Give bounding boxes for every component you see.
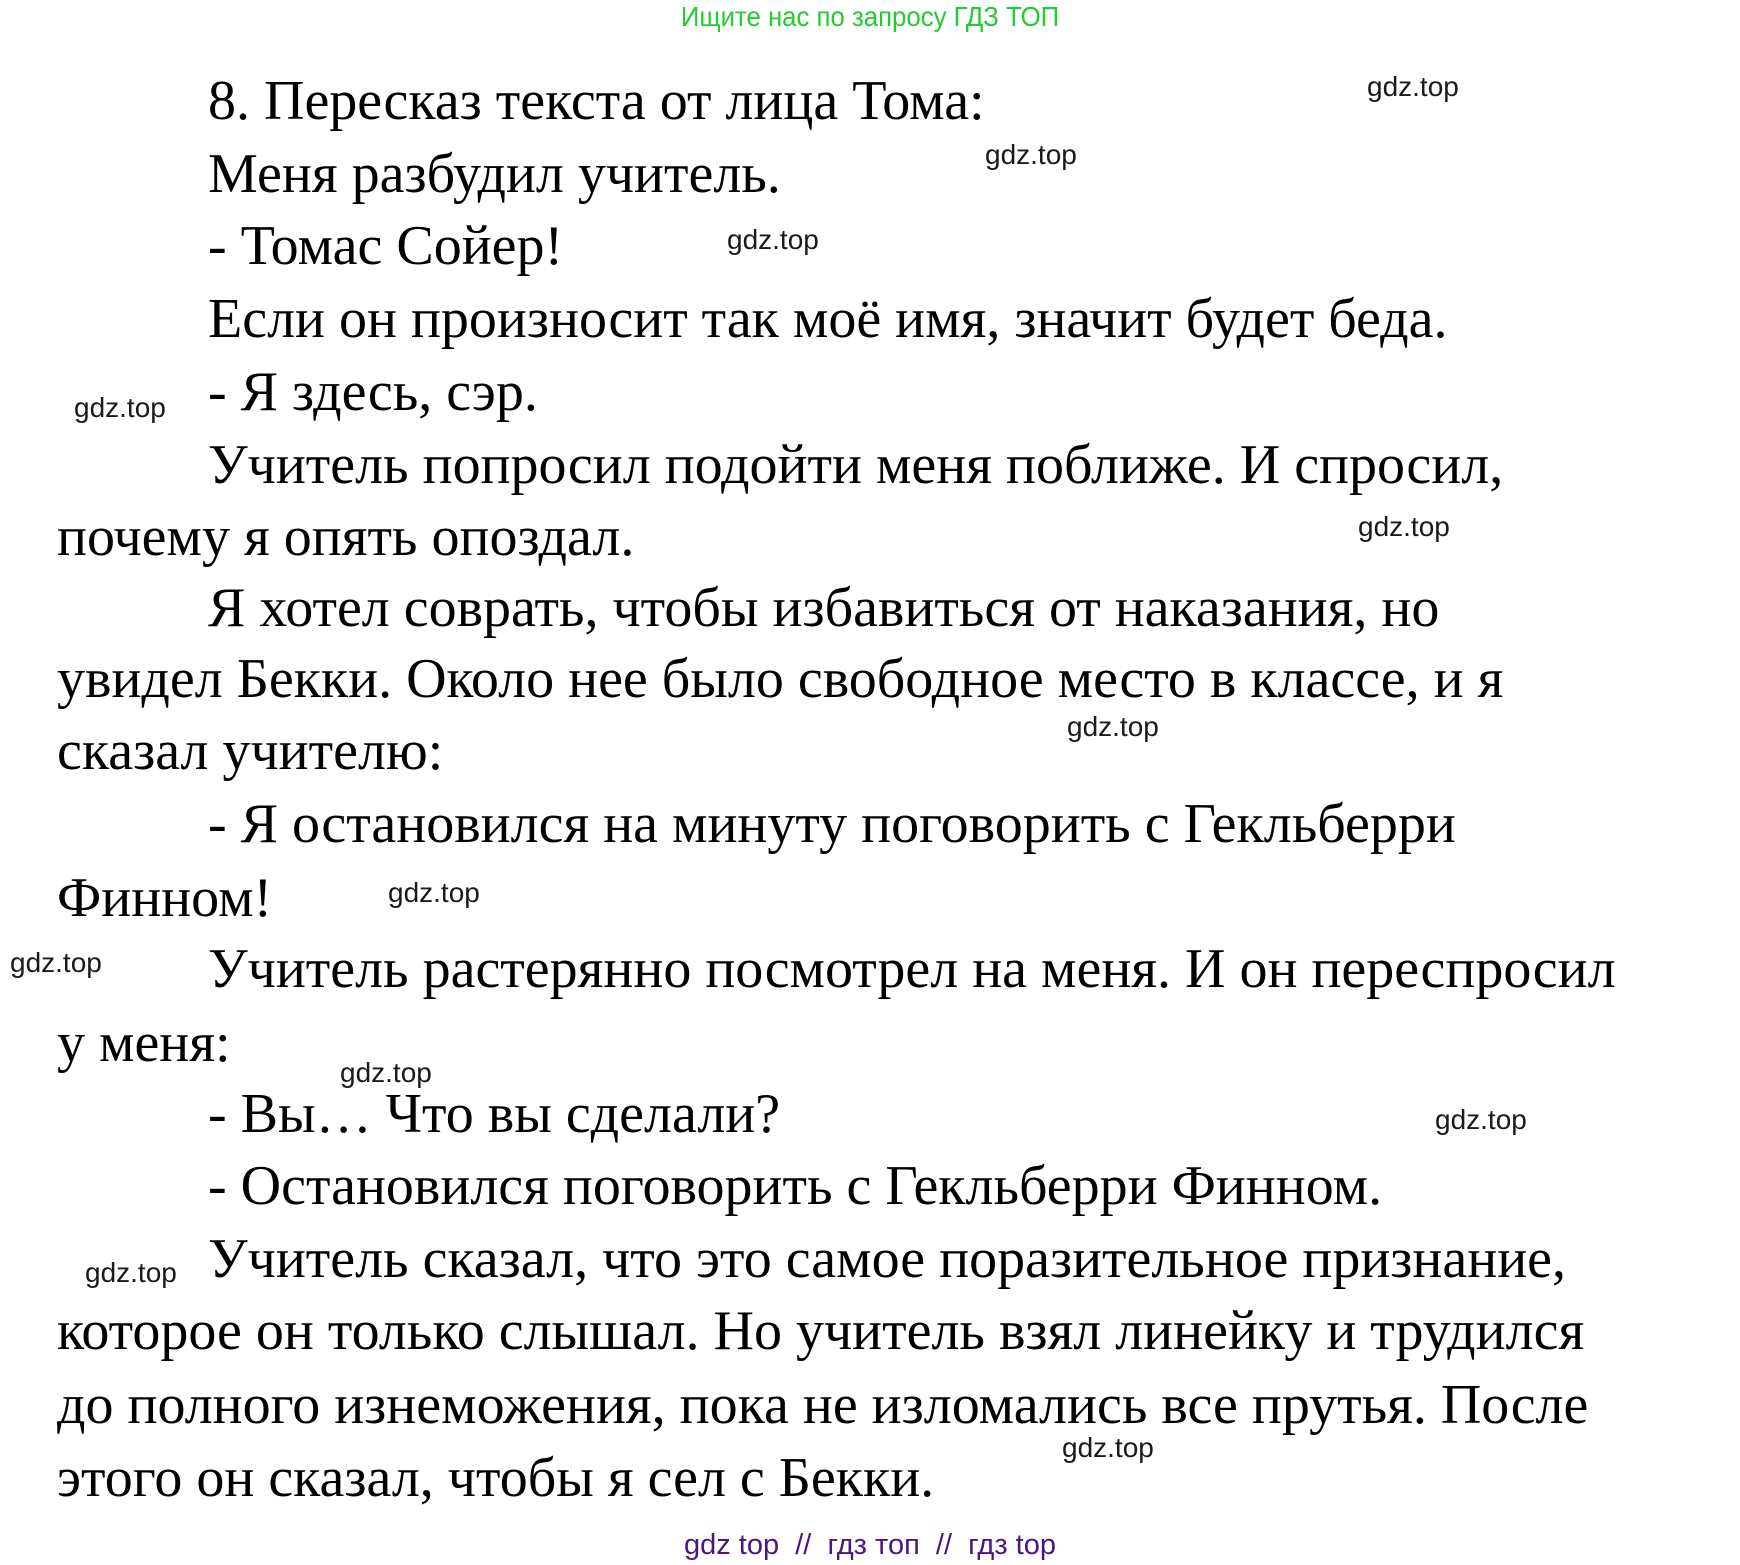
- paragraph-line: увидел Бекки. Около нее было свободное место в классе, и я: [57, 648, 1504, 710]
- watermark: gdz.top: [340, 1057, 432, 1088]
- dialogue-line: - Вы… Что вы сделали?: [208, 1083, 781, 1145]
- paragraph-line: Учитель попросил подойти меня поближе. И спросил,: [208, 434, 1504, 496]
- task-title: 8. Пересказ текста от лица Тома:: [208, 70, 985, 132]
- paragraph-line: которое он только слышал. Но учитель взял линейку и трудился: [57, 1300, 1585, 1362]
- paragraph-line: сказал учителю:: [57, 720, 444, 782]
- watermark: gdz.top: [10, 947, 102, 978]
- dialogue-line: - Томас Сойер!: [208, 215, 564, 277]
- paragraph-line: Я хотел соврать, чтобы избавиться от наказания, но: [208, 577, 1440, 639]
- paragraph-line: Если он произносит так моё имя, значит будет беда.: [208, 288, 1448, 350]
- search-hint-banner: Ищите нас по запросу ГДЗ ТОП: [680, 1, 1060, 32]
- watermark: gdz.top: [388, 877, 480, 908]
- dialogue-line: - Остановился поговорить с Гекльберри Финном.: [208, 1155, 1383, 1217]
- paragraph-line: Учитель растерянно посмотрел на меня. И он переспросил: [208, 938, 1616, 1000]
- watermark: gdz.top: [985, 139, 1077, 170]
- dialogue-line: - Я здесь, сэр.: [208, 361, 538, 423]
- dialogue-line: - Я остановился на минуту поговорить с Гекльберри: [208, 793, 1456, 855]
- paragraph-line: почему я опять опоздал.: [57, 506, 635, 568]
- dialogue-line: Финном!: [57, 867, 273, 929]
- footer-site-links: gdz top // гдз топ // гдз top: [683, 1529, 1056, 1561]
- watermark: gdz.top: [1067, 711, 1159, 742]
- watermark: gdz.top: [74, 392, 166, 423]
- watermark: gdz.top: [727, 224, 819, 255]
- paragraph-line: Меня разбудил учитель.: [208, 143, 781, 205]
- watermark: gdz.top: [1435, 1104, 1527, 1135]
- paragraph-line: до полного изнеможения, пока не изломались все прутья. После: [57, 1374, 1589, 1436]
- watermark: gdz.top: [1358, 511, 1450, 542]
- watermark: gdz.top: [1062, 1432, 1154, 1463]
- paragraph-line: этого он сказал, чтобы я сел с Бекки.: [57, 1447, 935, 1509]
- watermark: gdz.top: [85, 1257, 177, 1288]
- paragraph-line: у меня:: [57, 1012, 231, 1074]
- paragraph-line: Учитель сказал, что это самое поразительное признание,: [208, 1228, 1567, 1290]
- watermark: gdz.top: [1367, 71, 1459, 102]
